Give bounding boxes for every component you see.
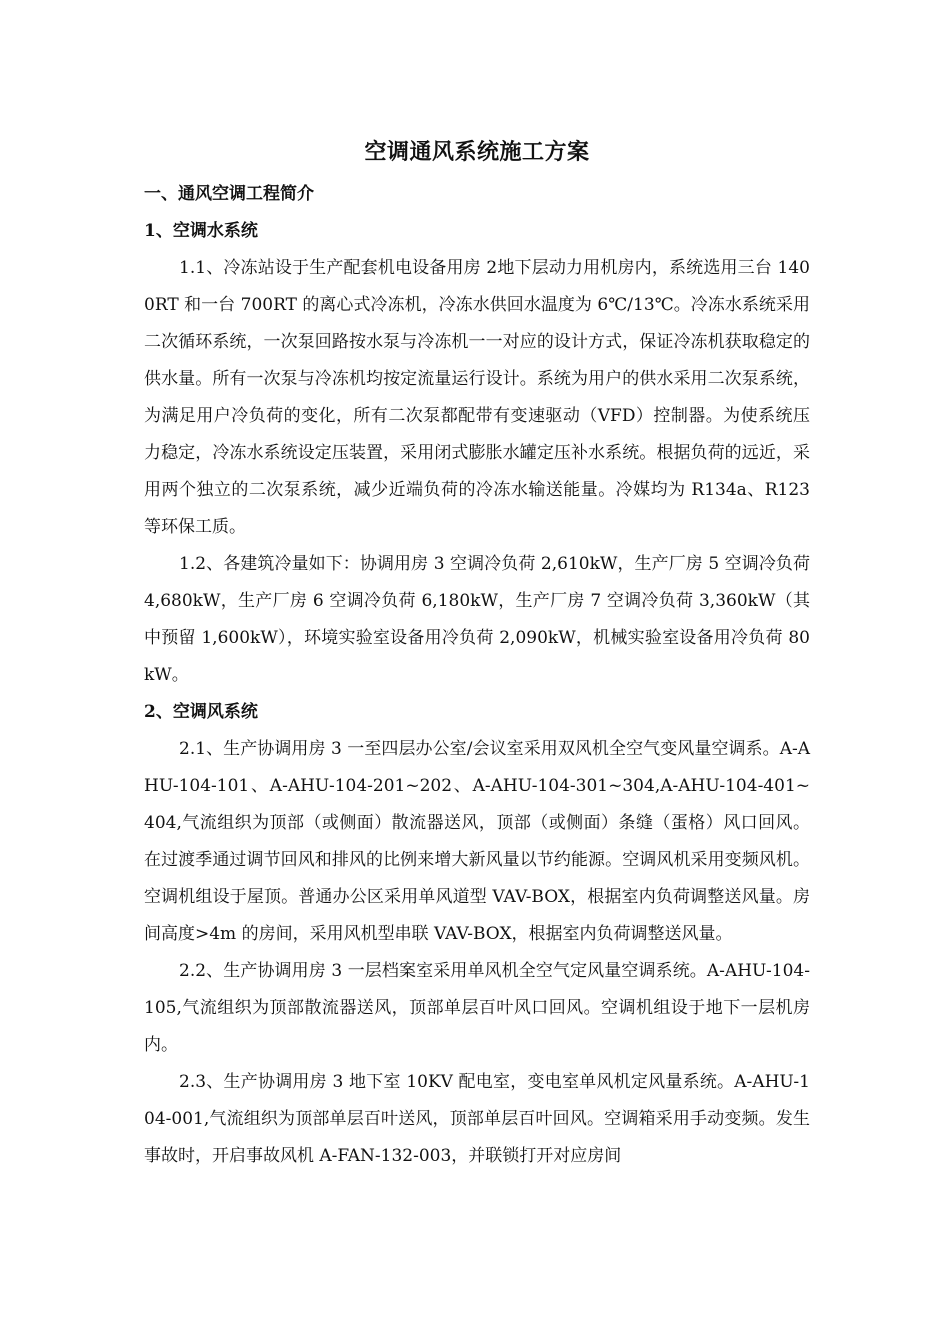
subsection-heading-water-system: 1、空调水系统 — [144, 221, 258, 241]
paragraph-2-1: 2.1、生产协调用房 3 一至四层办公室/会议室采用双风机全空气变风量空调系。A-AHU-104-101、A-AHU-104-201~202、A-AHU-104-301~304,A-AHU-104-401~404,气流组织为顶部（或侧面）散流器送风，顶部（或侧面）条缝（蛋格）风口回风。在过渡季通过调节回风和排风的比例来增大新风量以节约能源。空调风机采用变频风机。空调机组设于屋顶。普通办公区采用单风道型 VAV-BOX，根据室内负荷调整送风量。房间高度>4m 的房间，采用风机型串联 VAV-BOX，根据室内负荷调整送风量。 — [144, 739, 810, 944]
section-heading-overview: 一、通风空调工程简介 — [144, 184, 314, 204]
paragraph-2-3: 2.3、生产协调用房 3 地下室 10KV 配电室，变电室单风机定风量系统。A-AHU-104-001,气流组织为顶部单层百叶送风，顶部单层百叶回风。空调箱采用手动变频。发生事故时，开启事故风机 A-FAN-132-003，并联锁打开对应房间 — [144, 1072, 810, 1166]
subsection-heading-air-system: 2、空调风系统 — [144, 702, 258, 722]
paragraph-1-2: 1.2、各建筑冷量如下：协调用房 3 空调冷负荷 2,610kW，生产厂房 5 空调冷负荷 4,680kW，生产厂房 6 空调冷负荷 6,180kW，生产厂房 7 空调冷负荷 3,360kW（其中预留 1,600kW），环境实验室设备用冷负荷 2,090kW，机械实验室设备用冷负荷 80kW。 — [144, 554, 810, 685]
paragraph-1-1: 1.1、冷冻站设于生产配套机电设备用房 2地下层动力用机房内，系统选用三台 1400RT 和一台 700RT 的离心式冷冻机，冷冻水供回水温度为 6℃/13℃。冷冻水系统采用二次循环系统，一次泵回路按水泵与冷冻机一一对应的设计方式，保证冷冻机获取稳定的供水量。所有一次泵与冷冻机均按定流量运行设计。系统为用户的供水采用二次泵系统，为满足用户冷负荷的变化，所有二次泵都配带有变速驱动（VFD）控制器。为使系统压力稳定，冷冻水系统设定压装置，采用闭式膨胀水罐定压补水系统。根据负荷的远近，采用两个独立的二次泵系统，减少近端负荷的冷冻水输送能量。冷媒均为 R134a、R123 等环保工质。 — [144, 258, 810, 537]
paragraph-2-2: 2.2、生产协调用房 3 一层档案室采用单风机全空气定风量空调系统。A-AHU-104-105,气流组织为顶部散流器送风，顶部单层百叶风口回风。空调机组设于地下一层机房内。 — [144, 961, 810, 1055]
document-title: 空调通风系统施工方案 — [364, 139, 590, 165]
